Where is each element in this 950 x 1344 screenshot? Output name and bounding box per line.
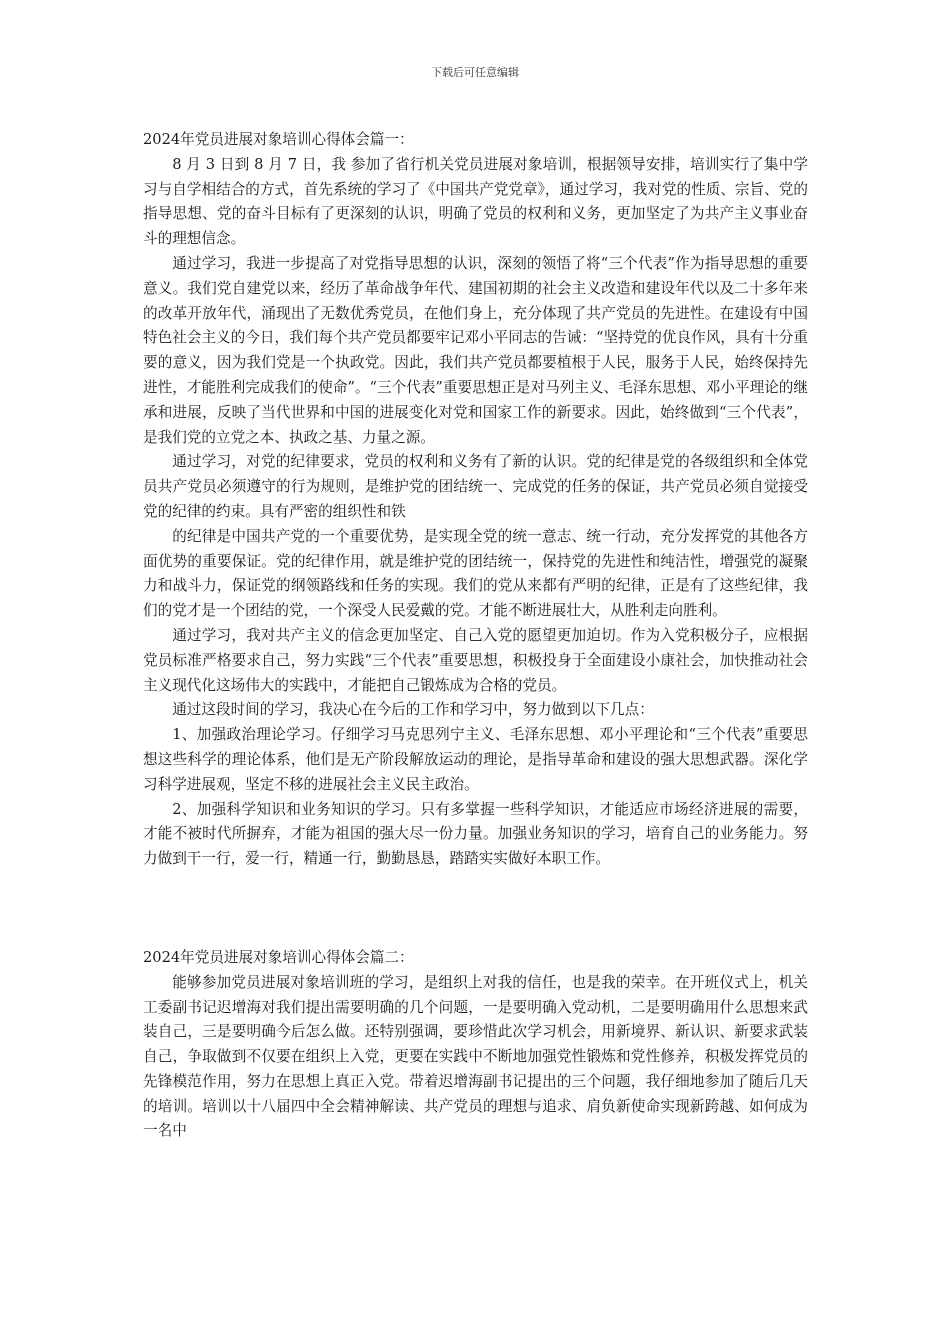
- paragraph: 通过学习，我对共产主义的信念更加坚定、自己入党的愿望更加迫切。作为入党积极分子，应根据党员标准严格要求自己，努力实践“三个代表”重要思想，积极投身于全面建设小康社会，加快推动社会主义现代化这场伟大的实践中，才能把自己锻炼成为合格的党员。: [143, 626, 808, 694]
- paragraph: 8 月 3 日到 8 月 7 日，我 参加了省行机关党员进展对象培训，根据领导安排，培训实行了集中学习与自学相结合的方式，首先系统的学习了《中国共产党党章》，通过学习，我对党的性质、宗旨、党的指导思想、党的奋斗目标有了更深刻的认识，明确了党员的权利和义务，更加坚定了为共产主义事业奋斗的理想信念。: [143, 155, 808, 248]
- section-title: 2024年党员进展对象培训心得体会篇一：: [143, 131, 414, 148]
- document-body: [143, 128, 808, 1144]
- list-item: 1、加强政治理论学习。仔细学习马克思列宁主义、毛泽东思想、邓小平理论和“三个代表”重要思想这些科学的理论体系，他们是无产阶段解放运动的理论，是指导革命和建设的强大思想武器。深化学习科学进展观，坚定不移的进展社会主义民主政治。: [143, 726, 808, 793]
- paragraph: 通过学习，对党的纪律要求，党员的权利和义务有了新的认识。党的纪律是党的各级组织和全体党员共产党员必须遵守的行为规则，是维护党的团结统一、完成党的任务的保证，共产党员必须自觉接受党的纪律的约束。具有严密的组织性和铁: [143, 453, 808, 520]
- paragraph: 的纪律是中国共产党的一个重要优势，是实现全党的统一意志、统一行动，充分发挥党的其他各方面优势的重要保证。党的纪律作用，就是维护党的团结统一，保持党的先进性和纯洁性，增强党的凝聚力和战斗力，保证党的纲领路线和任务的实现。我们的党从来都有严明的纪律，正是有了这些纪律，我们的党才是一个团结的党，一个深受人民爱戴的党。才能不断进展壮大，从胜利走向胜利。: [143, 527, 808, 620]
- paragraph: 能够参加党员进展对象培训班的学习，是组织上对我的信任，也是我的荣幸。在开班仪式上，机关工委副书记迟增海对我们提出需要明确的几个问题，一是要明确入党动机，二是要明确用什么思想来武装自己，三是要明确今后怎么做。还特别强调，要珍惜此次学习机会，用新境界、新认识、新要求武装自己，争取做到不仅要在组织上入党，更要在实践中不断地加强党性锻炼和党性修养，积极发挥党员的先锋模范作用，努力在思想上真正入党。带着迟增海副书记提出的三个问题，我仔细地参加了随后几天的培训。培训以十八届四中全会精神解读、共产党员的理想与追求、肩负新使命实现新跨越、如何成为一名中: [143, 973, 808, 1140]
- section-title: 2024年党员进展对象培训心得体会篇二：: [143, 948, 414, 966]
- paragraph: 通过这段时间的学习，我决心在今后的工作和学习中，努力做到以下几点：: [172, 701, 654, 719]
- page-header: 下载后可任意编辑: [431, 66, 519, 79]
- paragraph: 通过学习，我进一步提高了对党指导思想的认识，深刻的领悟了将“三个代表”作为指导思想的重要意义。我们党自建党以来，经历了革命战争年代、建国初期的社会主义改造和建设年代以及二十多年来的改革开放年代，涌现出了无数优秀党员，在他们身上，充分体现了共产党员的先进性。在建设有中国特色社会主义的今日，我们每个共产党员都要牢记邓小平同志的告诫：“坚持党的优良作风，具有十分重要的意义，因为我们党是一个执政党。因此，我们共产党员都要植根于人民，服务于人民，始终保持先进性，才能胜利完成我们的使命”。“三个代表”重要思想正是对马列主义、毛泽东思想、邓小平理论的继承和进展，反映了当代世界和中国的进展变化对党和国家工作的新要求。因此，始终做到“三个代表”，是我们党的立党之本、执政之基、力量之源。: [143, 254, 808, 446]
- list-item: 2、加强科学知识和业务知识的学习。只有多掌握一些科学知识，才能适应市场经济进展的需要，才能不被时代所摒弃，才能为祖国的强大尽一份力量。加强业务知识的学习，培育自己的业务能力。努力做到干一行，爱一行，精通一行，勤勤恳恳，踏踏实实做好本职工作。: [143, 800, 808, 868]
- section-gap: [143, 872, 808, 946]
